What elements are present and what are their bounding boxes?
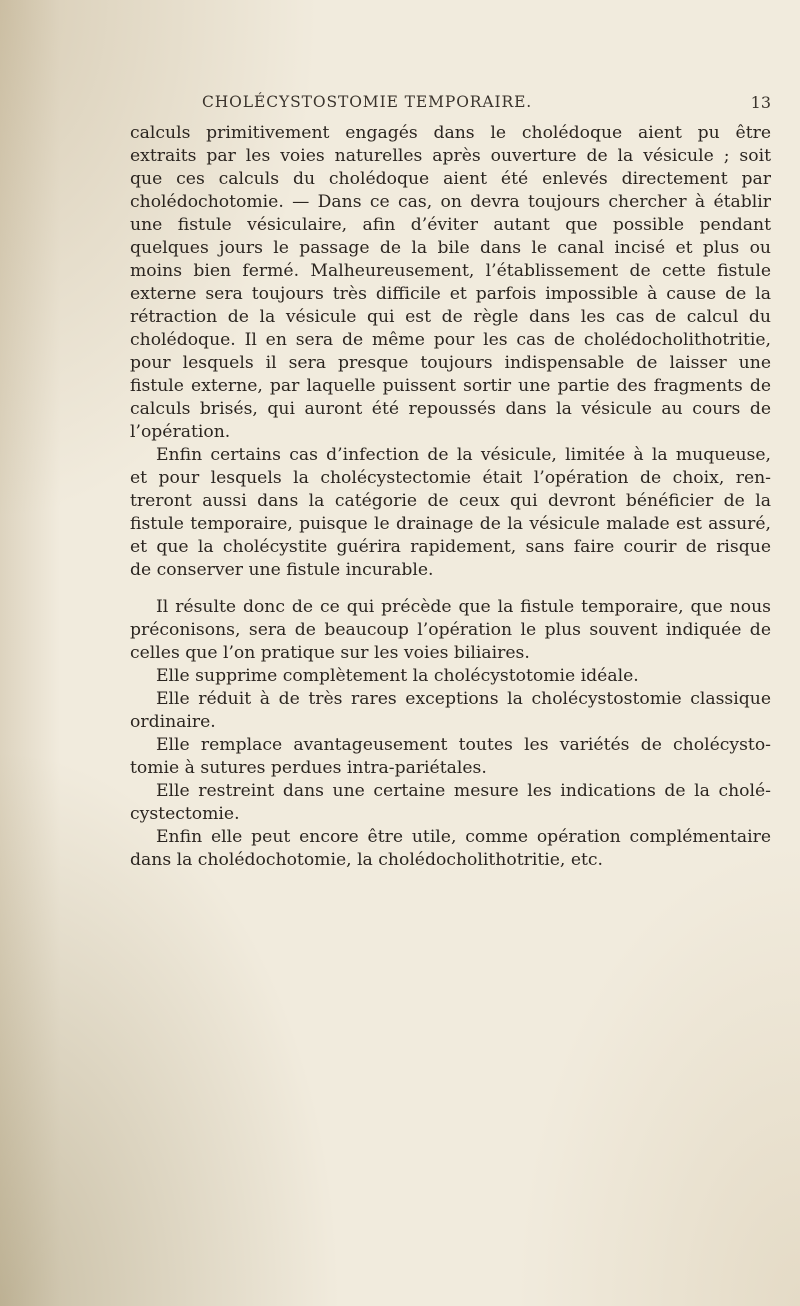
text-line: de conserver une fistule incurable. bbox=[130, 560, 434, 580]
text-line: Enfin elle peut encore être utile, comme opération complémentaire bbox=[156, 827, 771, 847]
text-line: cystectomie. bbox=[130, 804, 240, 824]
text-line: calculs brisés, qui auront été repoussés dans la vésicule au cours de bbox=[130, 399, 771, 419]
text-line: et que la cholécystite guérira rapidement, sans faire courir de risque bbox=[130, 537, 771, 557]
text-line: Elle restreint dans une certaine mesure les indications de la cholé- bbox=[156, 781, 771, 801]
text-line: Il résulte donc de ce qui précède que la fistule temporaire, que nous bbox=[156, 597, 771, 617]
page-header bbox=[130, 93, 771, 117]
paragraph bbox=[130, 665, 771, 688]
text-line: Elle réduit à de très rares exceptions la cholécystostomie classique bbox=[156, 689, 771, 709]
text-line: quelques jours le passage de la bile dans le canal incisé et plus ou bbox=[130, 238, 771, 258]
text-line: celles que l’on pratique sur les voies biliaires. bbox=[130, 643, 530, 663]
text-line: cholédoque. Il en sera de même pour les cas de cholédocholithotritie, bbox=[130, 330, 771, 350]
text-line: cholédochotomie. — Dans ce cas, on devra toujours chercher à établir bbox=[130, 192, 771, 212]
text-line: extraits par les voies naturelles après ouverture de la vésicule ; soit bbox=[130, 146, 771, 166]
running-title: CHOLÉCYSTOSTOMIE TEMPORAIRE. bbox=[202, 93, 533, 111]
text-line: fistule externe, par laquelle puissent sortir une partie des fragments de bbox=[130, 376, 771, 396]
text-line: fistule temporaire, puisque le drainage de la vésicule malade est assuré, bbox=[130, 514, 771, 534]
text-line: Enfin certains cas d’infection de la vésicule, limitée à la muqueuse, bbox=[156, 445, 771, 465]
text-line: externe sera toujours très difficile et parfois impossible à cause de la bbox=[130, 284, 771, 304]
paragraph bbox=[130, 780, 771, 826]
paragraph bbox=[130, 444, 771, 582]
page-number: 13 bbox=[750, 93, 771, 112]
text-line: Elle remplace avantageusement toutes les variétés de cholécysto- bbox=[156, 735, 771, 755]
text-line: treront aussi dans la catégorie de ceux qui devront bénéficier de la bbox=[130, 491, 771, 511]
body-text bbox=[130, 122, 771, 872]
text-line: ordinaire. bbox=[130, 712, 216, 732]
paragraph bbox=[130, 826, 771, 872]
text-line: dans la cholédochotomie, la cholédocholithotritie, etc. bbox=[130, 850, 603, 870]
paragraph bbox=[130, 596, 771, 665]
text-line: tomie à sutures perdues intra-pariétales. bbox=[130, 758, 487, 778]
paragraph-spacer bbox=[130, 582, 771, 596]
paragraph bbox=[130, 734, 771, 780]
text-line: rétraction de la vésicule qui est de règle dans les cas de calcul du bbox=[130, 307, 771, 327]
text-line: pour lesquels il sera presque toujours indispensable de laisser une bbox=[130, 353, 771, 373]
text-line: Elle supprime complètement la cholécystotomie idéale. bbox=[156, 666, 639, 686]
text-line: l’opération. bbox=[130, 422, 231, 442]
text-line: calculs primitivement engagés dans le cholédoque aient pu être bbox=[130, 123, 771, 143]
text-line: que ces calculs du cholédoque aient été enlevés directement par bbox=[130, 169, 771, 189]
text-line: moins bien fermé. Malheureusement, l’établissement de cette fistule bbox=[130, 261, 771, 281]
paragraph bbox=[130, 122, 771, 444]
paragraph bbox=[130, 688, 771, 734]
text-line: et pour lesquels la cholécystectomie était l’opération de choix, ren- bbox=[130, 468, 771, 488]
text-line: une fistule vésiculaire, afin d’éviter autant que possible pendant bbox=[130, 215, 771, 235]
text-line: préconisons, sera de beaucoup l’opération le plus souvent indiquée de bbox=[130, 620, 771, 640]
